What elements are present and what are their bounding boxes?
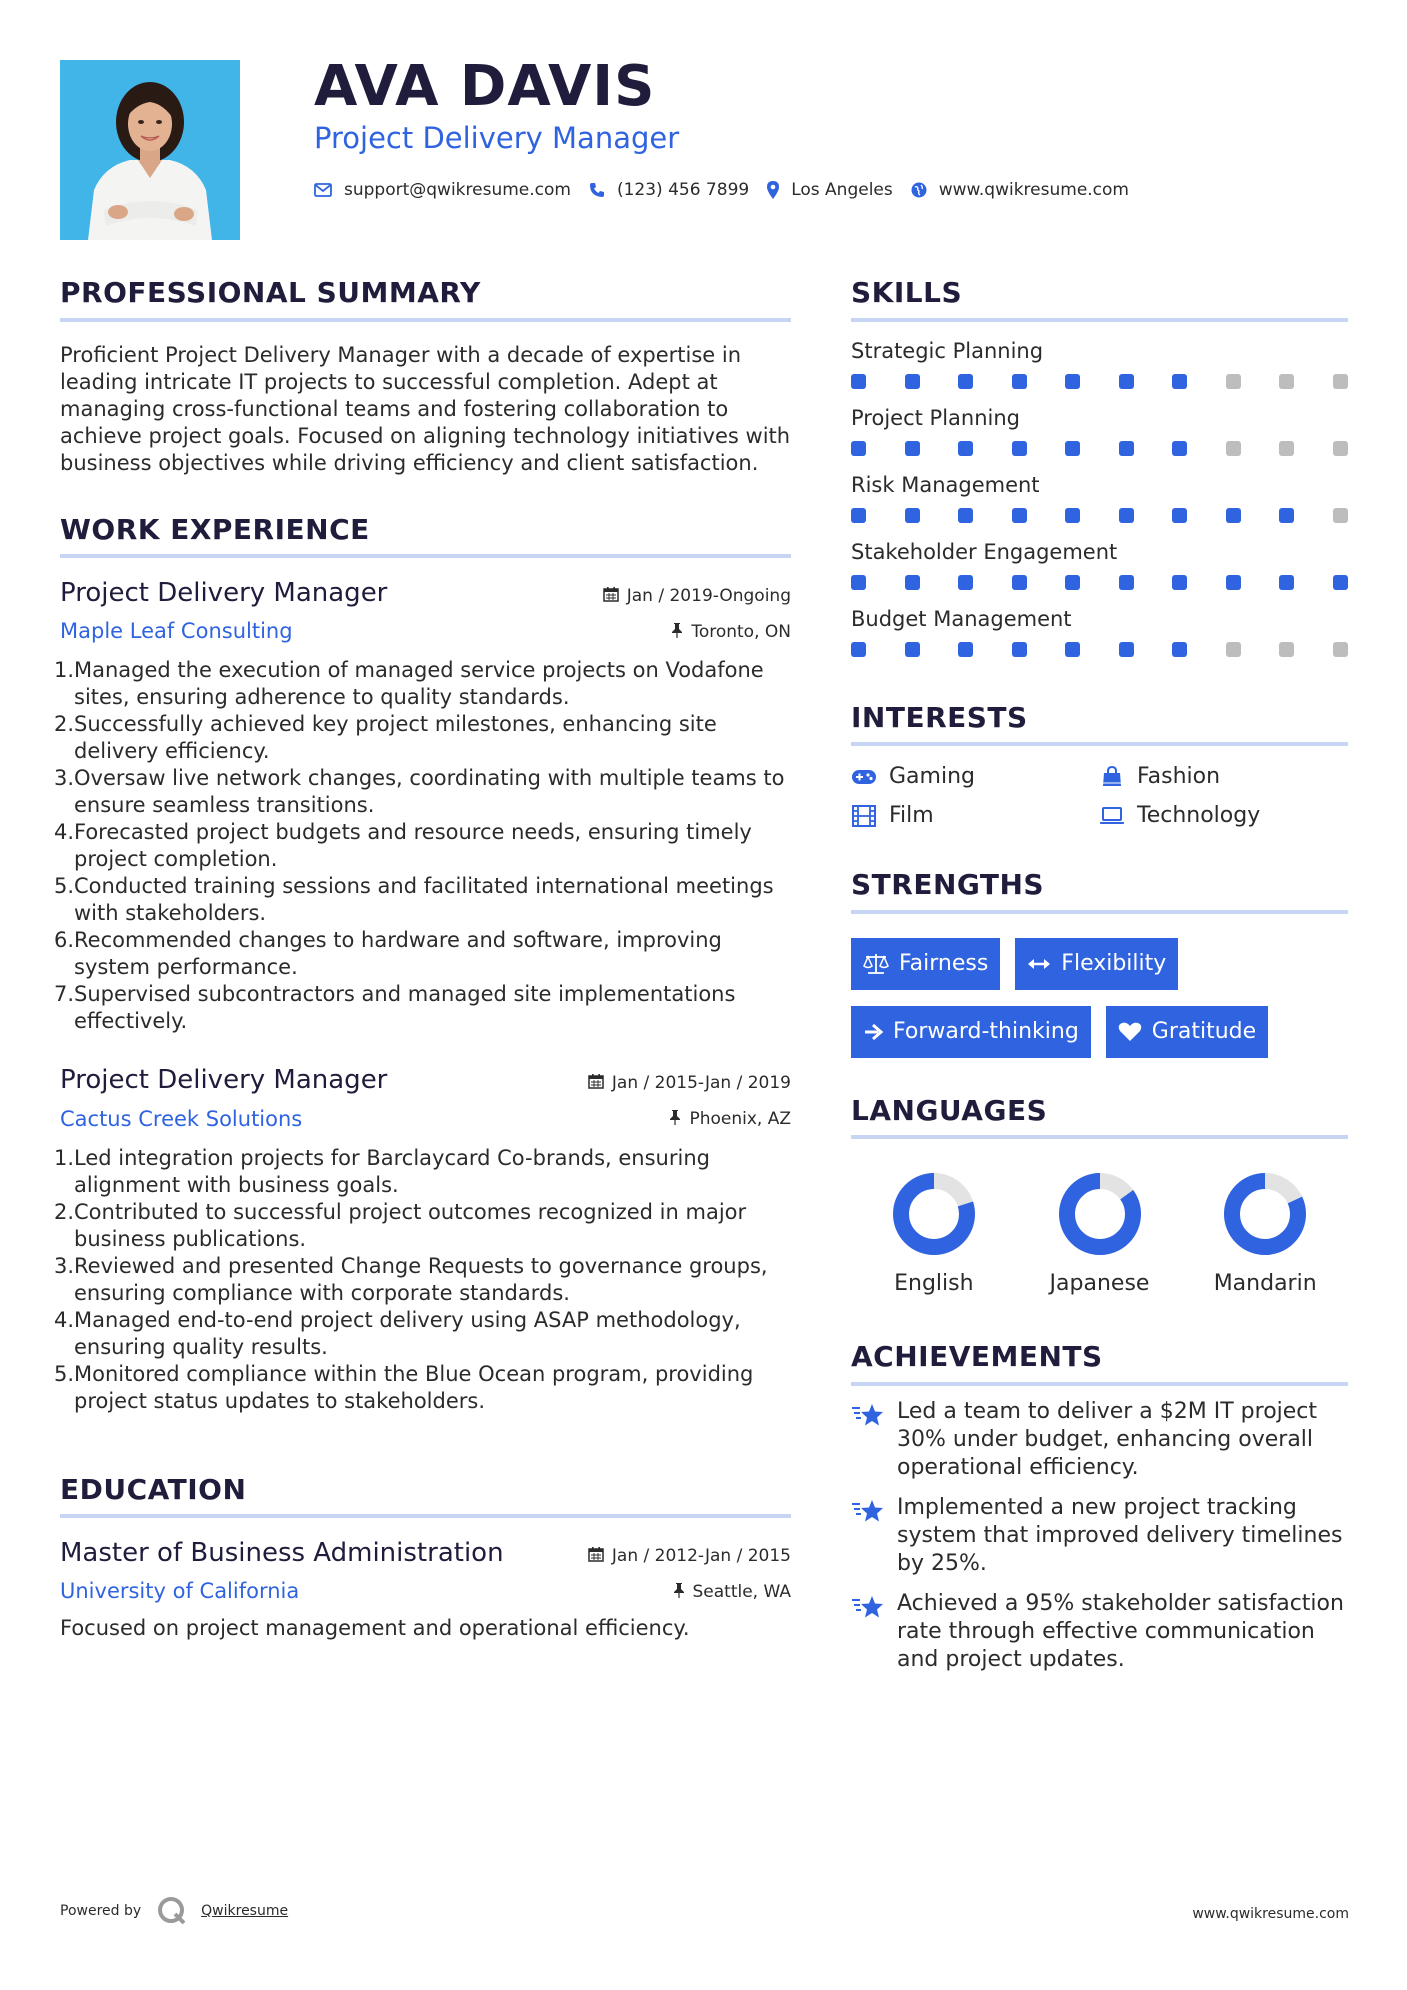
skill-dot-filled (1012, 374, 1027, 389)
gamepad-icon (851, 769, 877, 785)
skill-dot-empty (1333, 441, 1348, 456)
interest-label: Film (889, 803, 934, 829)
skill-dot-empty (1226, 642, 1241, 657)
language-item (851, 1169, 1017, 1296)
skill-dot-filled (905, 374, 920, 389)
skill-dot-filled (851, 441, 866, 456)
skill-dot-filled (1119, 575, 1134, 590)
skill-dot-filled (905, 508, 920, 523)
strength-label: Fairness (899, 951, 989, 977)
qwikresume-logo-icon (157, 1896, 187, 1926)
skill-rating (851, 575, 1348, 590)
strength-tag (851, 1006, 1091, 1058)
arrows-horizontal-icon (1027, 957, 1051, 971)
section-divider (60, 318, 791, 322)
job-entry (54, 1065, 791, 1414)
strength-label: Forward-thinking (893, 1019, 1079, 1045)
list-item: 3. Oversaw live network changes, coordinating with multiple teams to ensure seamless transitions. (54, 766, 785, 818)
section-divider (851, 1382, 1348, 1386)
interest-item (1099, 803, 1347, 828)
film-icon (851, 805, 877, 827)
skill-dot-empty (1279, 374, 1294, 389)
section-divider (60, 554, 791, 558)
shopping-bag-icon (1099, 766, 1125, 788)
achievement-item (851, 1398, 1348, 1482)
degree-title: Master of Business Administration (60, 1538, 504, 1569)
skill-item (851, 403, 1348, 456)
skill-dot-filled (1012, 575, 1027, 590)
skill-name: Project Planning (851, 405, 1020, 430)
skill-dot-filled (1333, 575, 1348, 590)
education-heading: EDUCATION (60, 1472, 247, 1506)
skill-dot-filled (1172, 642, 1187, 657)
list-item: 6. Recommended changes to hardware and software, improving system performance. (54, 928, 722, 980)
skill-dot-filled (1226, 575, 1241, 590)
section-divider (851, 910, 1348, 914)
contact-location-text: Los Angeles (791, 180, 893, 200)
strength-tag (1106, 1006, 1268, 1058)
skill-item (851, 604, 1348, 657)
skill-dot-filled (851, 374, 866, 389)
list-item: 5. Conducted training sessions and facilitated international meetings with stakeholders. (54, 874, 774, 926)
pushpin-icon (673, 1582, 685, 1602)
interest-label: Gaming (889, 764, 975, 790)
skill-dot-filled (1172, 441, 1187, 456)
language-proficiency-ring (1055, 1169, 1145, 1259)
skill-dot-filled (1119, 374, 1134, 389)
job-location (669, 1109, 791, 1129)
list-item: 1. Managed the execution of managed service projects on Vodafone sites, ensuring adherence to quality standards. (54, 658, 764, 710)
calendar-icon (603, 586, 619, 606)
language-name: Japanese (1049, 1271, 1150, 1297)
skill-dot-filled (851, 575, 866, 590)
language-name: Mandarin (1213, 1271, 1317, 1297)
skill-name: Stakeholder Engagement (851, 539, 1118, 564)
skill-dot-filled (1279, 575, 1294, 590)
skill-dot-filled (1065, 642, 1080, 657)
job-location-text: Toronto, ON (691, 622, 791, 643)
interest-item (851, 803, 1099, 828)
footer-website[interactable]: www.qwikresume.com (1192, 1906, 1349, 1922)
strength-tag (851, 938, 1000, 990)
education-section (60, 1473, 791, 1643)
skill-dot-filled (905, 441, 920, 456)
skill-name: Risk Management (851, 472, 1040, 497)
skill-dot-filled (1012, 508, 1027, 523)
skills-heading: SKILLS (851, 276, 963, 309)
skill-dot-filled (1065, 508, 1080, 523)
skill-dot-filled (905, 642, 920, 657)
language-proficiency-ring (1220, 1169, 1310, 1259)
arrow-right-icon (863, 1023, 883, 1041)
interest-label: Fashion (1137, 764, 1221, 790)
pushpin-icon (669, 1109, 681, 1129)
calendar-icon (588, 1073, 604, 1093)
contact-website-text: www.qwikresume.com (938, 180, 1129, 200)
right-column (851, 276, 1348, 1674)
skill-name: Strategic Planning (851, 338, 1044, 363)
skill-dot-filled (1226, 508, 1241, 523)
achievement-text: Led a team to deliver a $2M IT project 30% under budget, enhancing overall operational efficiency. (897, 1398, 1318, 1480)
job-location (671, 622, 791, 642)
candidate-name: AVA DAVIS (314, 54, 656, 119)
languages-heading: LANGUAGES (851, 1093, 1048, 1127)
list-item: 2. Successfully achieved key project milestones, enhancing site delivery efficiency. (54, 712, 717, 764)
achievement-item (851, 1590, 1348, 1674)
globe-icon (911, 182, 927, 198)
contact-location (767, 180, 893, 200)
interest-label: Technology (1137, 803, 1261, 829)
achievements-list (851, 1398, 1348, 1674)
section-divider (851, 1135, 1348, 1139)
skill-dot-empty (1226, 374, 1241, 389)
skill-dot-filled (958, 575, 973, 590)
skill-dot-filled (1065, 575, 1080, 590)
skill-item (851, 336, 1348, 389)
skill-dot-filled (1012, 441, 1027, 456)
education-date-text: Jan / 2012-Jan / 2015 (611, 1546, 791, 1567)
list-item: 4. Managed end-to-end project delivery using ASAP methodology, ensuring quality results. (54, 1307, 741, 1359)
section-divider (851, 742, 1348, 746)
achievement-item (851, 1494, 1348, 1578)
language-proficiency-ring (889, 1169, 979, 1259)
skill-dot-filled (1065, 374, 1080, 389)
job-title: Project Delivery Manager (60, 1065, 388, 1096)
skill-name: Budget Management (851, 606, 1072, 631)
skill-dot-filled (1172, 575, 1187, 590)
balance-scale-icon (863, 953, 889, 975)
job-date (588, 1073, 791, 1093)
job-title: Project Delivery Manager (60, 578, 388, 609)
heart-icon (1118, 1022, 1142, 1042)
list-item: 7. Supervised subcontractors and managed site implementations effectively. (54, 982, 736, 1034)
summary-heading: PROFESSIONAL SUMMARY (60, 276, 481, 309)
language-item (1017, 1169, 1183, 1296)
skill-dot-empty (1279, 441, 1294, 456)
list-item: 5. Monitored compliance within the Blue Ocean program, providing project status updates to stakeholders. (54, 1361, 754, 1413)
star-icon (851, 1402, 885, 1482)
language-name: English (894, 1271, 974, 1297)
star-icon (851, 1498, 885, 1578)
job-date-text: Jan / 2015-Jan / 2019 (611, 1073, 791, 1094)
skill-dot-filled (1012, 642, 1027, 657)
achievements-section (851, 1340, 1348, 1674)
job-location-text: Phoenix, AZ (689, 1109, 791, 1130)
skill-dot-filled (1119, 642, 1134, 657)
skill-dot-empty (1226, 441, 1241, 456)
interests-section (851, 701, 1348, 829)
skill-rating (851, 508, 1348, 523)
strengths-heading: STRENGTHS (851, 868, 1045, 902)
skill-dot-empty (1279, 642, 1294, 657)
skill-dot-filled (905, 575, 920, 590)
skill-dot-filled (851, 642, 866, 657)
job-company: Maple Leaf Consulting (60, 619, 293, 644)
skill-dot-filled (958, 441, 973, 456)
contact-email-text: support@qwikresume.com (344, 180, 571, 200)
candidate-role: Project Delivery Manager (314, 121, 680, 155)
education-date (588, 1546, 791, 1566)
interests-heading: INTERESTS (851, 700, 1028, 734)
skill-dot-filled (958, 374, 973, 389)
list-item: 4. Forecasted project budgets and resource needs, ensuring timely project completion. (54, 820, 752, 872)
skill-rating (851, 642, 1348, 657)
brand-link[interactable]: Qwikresume (201, 1903, 289, 1919)
envelope-icon (314, 183, 332, 197)
summary-text: Proficient Project Delivery Manager with a decade of expertise in leading intricate IT projects to successful completion. Adept at managing cross-functional teams and fostering collaboration to achieve project goals. Focused on aligning technology initiatives with business objectives while driving efficiency and client satisfaction. (60, 342, 791, 475)
interests-grid (851, 764, 1348, 828)
skill-item (851, 537, 1348, 590)
job-date-text: Jan / 2019-Ongoing (626, 586, 791, 607)
skill-dot-filled (1119, 441, 1134, 456)
star-icon (851, 1594, 885, 1674)
footer-credit (60, 1896, 288, 1926)
skill-dot-filled (958, 508, 973, 523)
section-divider (60, 1514, 791, 1518)
powered-by-label: Powered by (60, 1903, 142, 1919)
job-company: Cactus Creek Solutions (60, 1106, 303, 1131)
contact-phone-text: (123) 456 7899 (616, 180, 750, 200)
list-item: 2. Contributed to successful project outcomes recognized in major business publications. (54, 1199, 747, 1251)
strengths-section (851, 868, 1348, 1074)
skill-dot-empty (1333, 374, 1348, 389)
job-bullets (54, 1145, 791, 1415)
skill-item (851, 470, 1348, 523)
education-location-text: Seattle, WA (692, 1582, 791, 1603)
achievements-heading: ACHIEVEMENTS (851, 1340, 1103, 1374)
interest-item (1099, 764, 1347, 789)
calendar-icon (588, 1546, 604, 1566)
skill-dot-filled (1065, 441, 1080, 456)
experience-section (54, 512, 791, 1415)
languages-list (851, 1169, 1348, 1296)
left-column (54, 276, 791, 1642)
skill-dot-filled (958, 642, 973, 657)
skill-rating (851, 441, 1348, 456)
list-item: 3. Reviewed and presented Change Requests to governance groups, ensuring compliance with corporate standards. (54, 1253, 768, 1305)
strength-label: Flexibility (1061, 951, 1167, 977)
job-entry (54, 578, 791, 1035)
education-entry (60, 1538, 791, 1642)
skill-dot-filled (1279, 508, 1294, 523)
skills-section (851, 276, 1348, 657)
contact-email[interactable] (314, 180, 571, 200)
skill-rating (851, 374, 1348, 389)
skill-dot-filled (1172, 374, 1187, 389)
laptop-icon (1099, 807, 1125, 825)
summary-section (60, 276, 791, 477)
interest-item (851, 764, 1099, 789)
contact-website[interactable] (911, 180, 1129, 200)
skill-dot-empty (1333, 642, 1348, 657)
strengths-tags (851, 938, 1348, 1074)
achievement-text: Achieved a 95% stakeholder satisfaction rate through effective communication and project updates. (897, 1590, 1344, 1672)
section-divider (851, 318, 1348, 322)
skill-dot-filled (851, 508, 866, 523)
map-pin-icon (767, 181, 779, 199)
school-name: University of California (60, 1579, 300, 1604)
education-description: Focused on project management and operational efficiency. (60, 1616, 690, 1641)
phone-icon (589, 182, 605, 198)
job-bullets (54, 657, 791, 1035)
experience-heading: WORK EXPERIENCE (60, 512, 370, 546)
strength-label: Gratitude (1151, 1019, 1257, 1045)
skill-dot-empty (1333, 508, 1348, 523)
pushpin-icon (671, 622, 683, 642)
contact-bar (314, 180, 1147, 200)
language-item (1182, 1169, 1348, 1296)
job-date (603, 586, 791, 606)
skills-list (851, 336, 1348, 657)
skill-dot-filled (1172, 508, 1187, 523)
skill-dot-filled (1119, 508, 1134, 523)
list-item: 1. Led integration projects for Barclaycard Co-brands, ensuring alignment with business goals. (54, 1145, 710, 1197)
strength-tag (1015, 938, 1178, 990)
languages-section (851, 1094, 1348, 1297)
contact-phone[interactable] (589, 180, 749, 200)
profile-photo (60, 60, 240, 240)
achievement-text: Implemented a new project tracking system that improved delivery timelines by 25%. (897, 1494, 1343, 1576)
education-location (673, 1582, 792, 1602)
